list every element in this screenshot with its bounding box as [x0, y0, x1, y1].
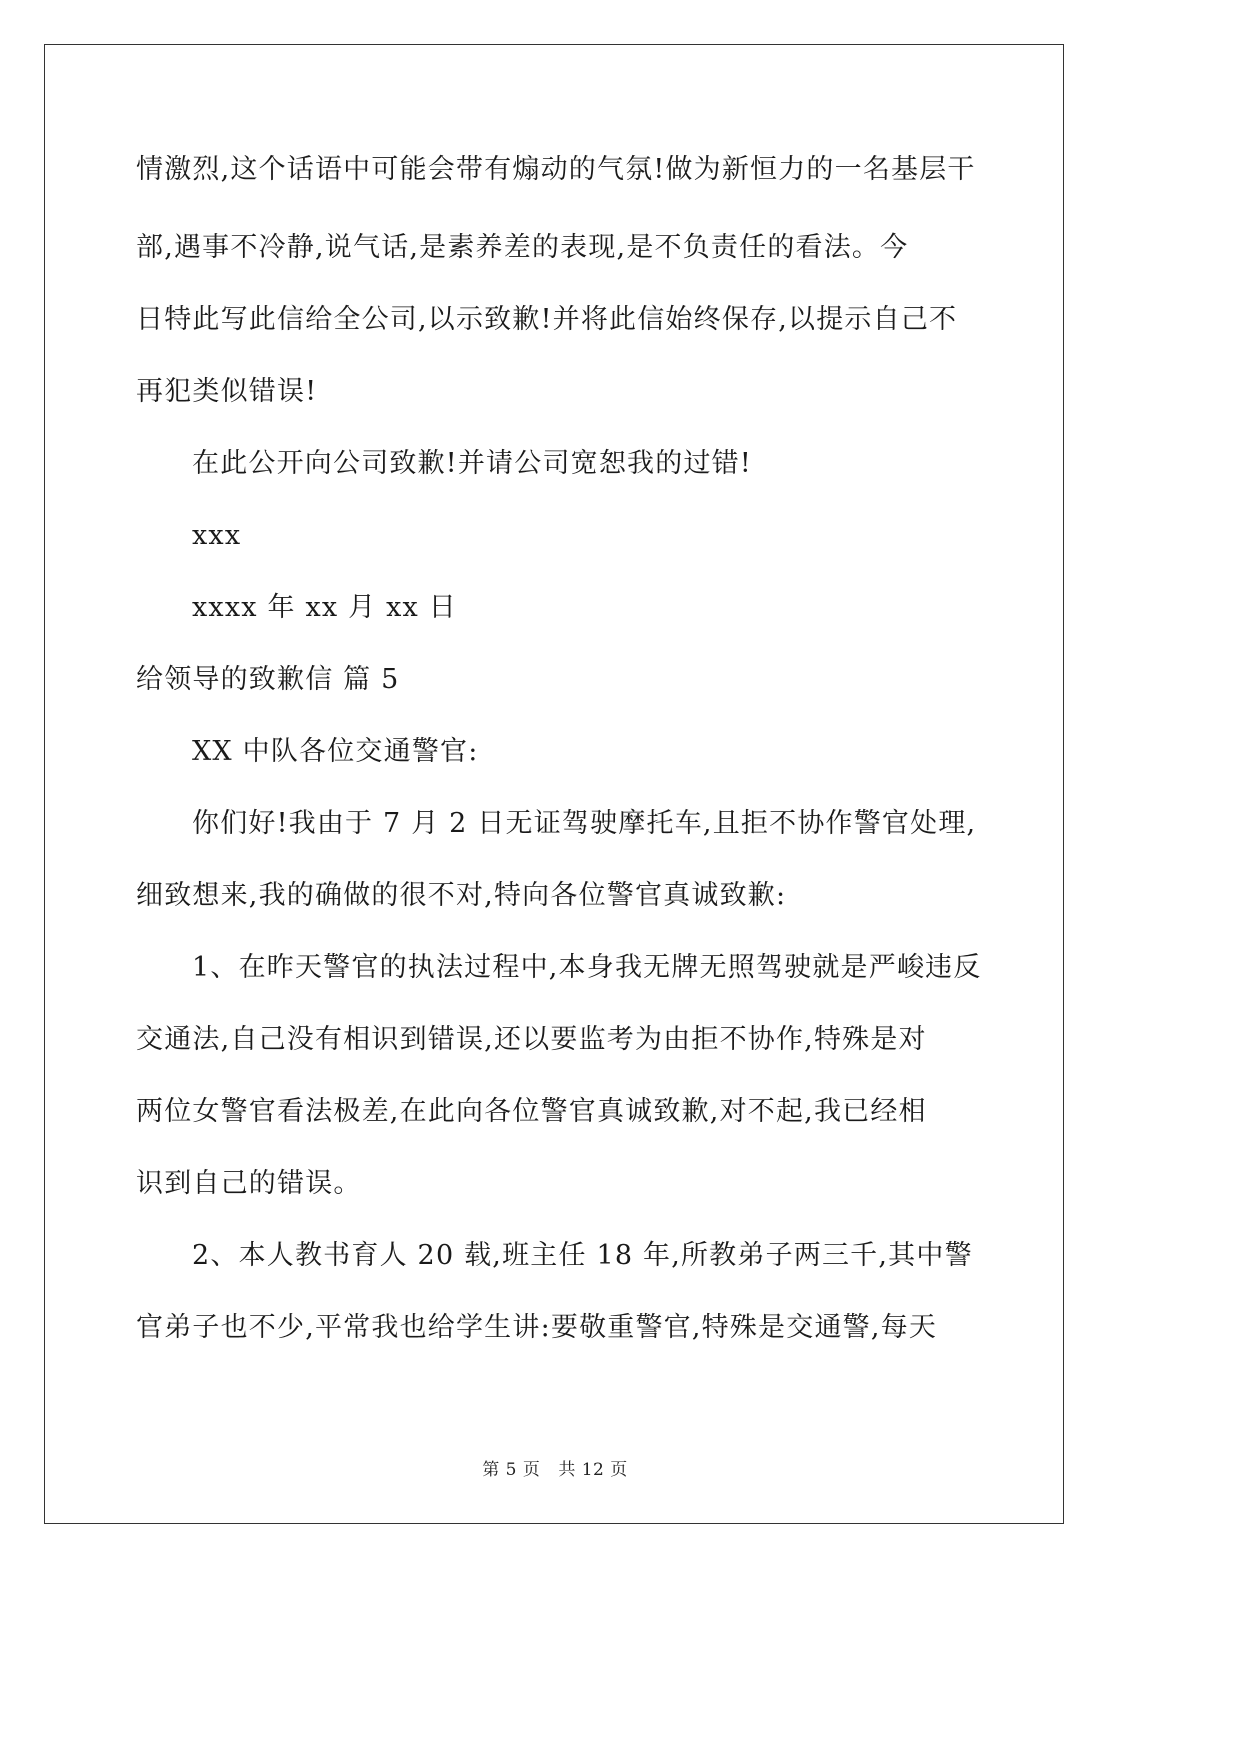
text-line: 再犯类似错误! — [136, 376, 318, 407]
text-line: 2、本人教书育人 20 载,班主任 18 年,所教弟子两三千,其中警 — [192, 1240, 973, 1271]
text-line: 1、在昨天警官的执法过程中,本身我无牌无照驾驶就是严峻违反 — [192, 952, 982, 983]
section-heading: 给领导的致歉信 篇 5 — [136, 664, 400, 695]
signature-date: xxxx 年 xx 月 xx 日 — [192, 592, 457, 623]
salutation: XX 中队各位交通警官: — [192, 736, 479, 767]
text-line: 细致想来,我的确做的很不对,特向各位警官真诚致歉: — [136, 880, 787, 911]
text-line: 识到自己的错误。 — [136, 1168, 362, 1199]
signature-name: xxx — [192, 520, 242, 551]
page-footer — [0, 1455, 1110, 1480]
page-total: 共 12 页 — [558, 1460, 628, 1480]
text-line: 部,遇事不冷静,说气话,是素养差的表现,是不负责任的看法。今 — [136, 232, 909, 263]
text-line: 两位女警官看法极差,在此向各位警官真诚致歉,对不起,我已经相 — [136, 1096, 927, 1127]
page-border — [44, 44, 1064, 1524]
text-line: 情激烈,这个话语中可能会带有煽动的气氛!做为新恒力的一名基层干 — [136, 154, 976, 185]
text-line: 交通法,自己没有相识到错误,还以要监考为由拒不协作,特殊是对 — [136, 1024, 927, 1055]
text-line: 你们好!我由于 7 月 2 日无证驾驶摩托车,且拒不协作警官处理, — [192, 808, 977, 839]
text-line: 在此公开向公司致歉!并请公司宽恕我的过错! — [192, 448, 752, 479]
text-line: 日特此写此信给全公司,以示致歉!并将此信始终保存,以提示自己不 — [136, 304, 958, 335]
page-number: 第 5 页 — [482, 1460, 541, 1480]
text-line: 官弟子也不少,平常我也给学生讲:要敬重警官,特殊是交通警,每天 — [136, 1312, 938, 1343]
